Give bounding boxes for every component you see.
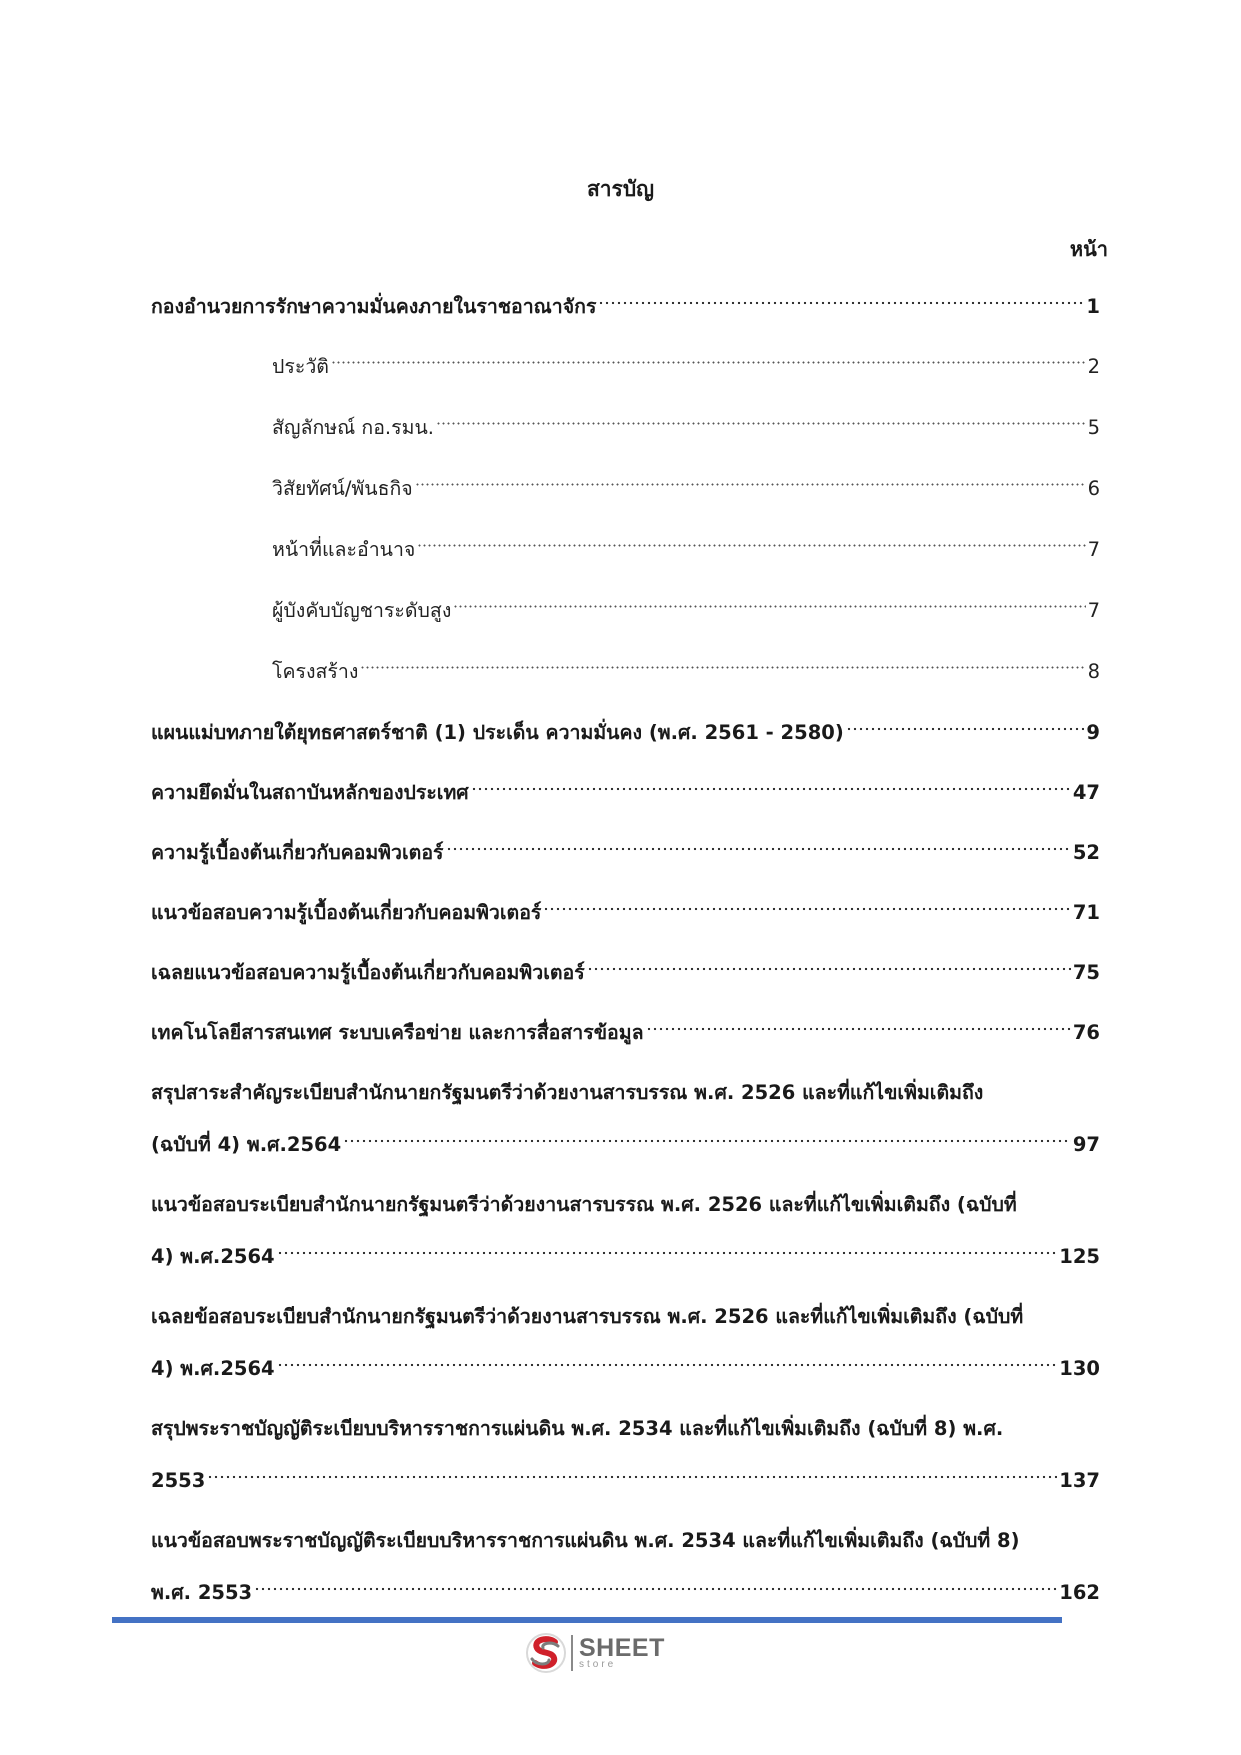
- sheet-store-logo-icon: [525, 1632, 567, 1674]
- page-title: สารบัญ: [586, 177, 655, 201]
- toc-entry-title: 4) พ.ศ.2564: [151, 1245, 275, 1268]
- toc-page-number: 76: [1072, 1021, 1100, 1044]
- toc-subentry: [151, 352, 1100, 382]
- toc-entry-title: เทคโนโลยีสารสนเทศ ระบบเครือข่าย และการสื่อสารข้อมูล: [151, 1021, 644, 1044]
- toc-entry: [151, 1018, 1100, 1048]
- toc-subentry: [151, 413, 1100, 443]
- toc-page-number: 47: [1072, 781, 1100, 804]
- dot-leader: [415, 480, 1086, 490]
- toc-page-number: 6: [1087, 477, 1100, 500]
- toc-entry-title-line: สรุปสาระสำคัญระเบียบสำนักนายกรัฐมนตรีว่าด้วยงานสารบรรณ พ.ศ. 2526 และที่แก้ไขเพิ่มเติมถึง: [151, 1081, 984, 1104]
- footer-rule: [112, 1617, 1062, 1623]
- dot-leader: [360, 663, 1085, 673]
- dot-leader: [446, 844, 1071, 854]
- toc-entry: [151, 1078, 1100, 1160]
- toc-entry-title: แนวข้อสอบความรู้เบื้องต้นเกี่ยวกับคอมพิวเตอร์: [151, 901, 542, 924]
- toc-entry: [151, 958, 1100, 988]
- logo-wordmark: SHEET: [579, 1634, 665, 1662]
- toc-entry: [151, 718, 1100, 748]
- toc-entry-title: ความรู้เบื้องต้นเกี่ยวกับคอมพิวเตอร์: [151, 841, 444, 864]
- toc-entry-title: สัญลักษณ์ กอ.รมน.: [272, 416, 434, 439]
- toc-entry: [151, 778, 1100, 808]
- toc-entry: [151, 1414, 1100, 1496]
- toc-page-number: 7: [1087, 538, 1100, 561]
- toc-page-number: 52: [1072, 841, 1100, 864]
- dot-leader: [277, 1248, 1058, 1258]
- toc-subentry: [151, 657, 1100, 687]
- toc-entry-title-line: เฉลยข้อสอบระเบียบสำนักนายกรัฐมนตรีว่าด้วยงานสารบรรณ พ.ศ. 2526 และที่แก้ไขเพิ่มเติมถึง (ฉบับที่: [151, 1305, 1024, 1328]
- table-of-contents: [151, 292, 1100, 1638]
- toc-entry-title: กองอำนวยการรักษาความมั่นคงภายในราชอาณาจักร: [151, 295, 597, 318]
- toc-entry: [151, 898, 1100, 928]
- dot-leader: [207, 1472, 1057, 1482]
- toc-page-number: 75: [1072, 961, 1100, 984]
- dot-leader: [331, 358, 1086, 368]
- toc-page-number: 97: [1072, 1133, 1100, 1156]
- toc-entry: [151, 1302, 1100, 1384]
- toc-entry-title: ประวัติ: [272, 355, 329, 378]
- toc-entry-title: 4) พ.ศ.2564: [151, 1357, 275, 1380]
- toc-entry-title: โครงสร้าง: [272, 660, 359, 683]
- page-column-header: หน้า: [1069, 237, 1108, 261]
- logo-subtext: store: [579, 1659, 617, 1670]
- toc-entry-title-line: แนวข้อสอบพระราชบัญญัติระเบียบบริหารราชการแผ่นดิน พ.ศ. 2534 และที่แก้ไขเพิ่มเติมถึง (ฉบับที่ 8): [151, 1529, 1020, 1552]
- toc-subentry: [151, 596, 1100, 626]
- toc-page-number: 130: [1059, 1357, 1100, 1380]
- toc-page-number: 8: [1087, 660, 1100, 683]
- toc-entry-title: ผู้บังคับบัญชาระดับสูง: [272, 599, 452, 622]
- dot-leader: [646, 1024, 1071, 1034]
- dot-leader: [277, 1360, 1058, 1370]
- toc-entry: [151, 1526, 1100, 1608]
- toc-entry-title: หน้าที่และอำนาจ: [272, 538, 416, 561]
- toc-entry-title: ความยึดมั่นในสถาบันหลักของประเทศ: [151, 781, 469, 804]
- dot-leader: [846, 724, 1085, 734]
- toc-entry-title: พ.ศ. 2553: [151, 1581, 253, 1604]
- toc-page-number: 1: [1086, 295, 1100, 318]
- toc-entry-title: 2553: [151, 1469, 206, 1492]
- toc-subentry: [151, 474, 1100, 504]
- toc-entry: [151, 292, 1100, 322]
- toc-entry: [151, 838, 1100, 868]
- toc-page-number: 5: [1087, 416, 1100, 439]
- dot-leader: [598, 298, 1084, 308]
- dot-leader: [587, 964, 1071, 974]
- toc-entry-title: วิสัยทัศน์/พันธกิจ: [272, 477, 413, 500]
- toc-page-number: 7: [1087, 599, 1100, 622]
- toc-page-number: 2: [1087, 355, 1100, 378]
- toc-page-number: 137: [1059, 1469, 1100, 1492]
- toc-entry: [151, 1190, 1100, 1272]
- toc-subentry: [151, 535, 1100, 565]
- toc-entry-title-line: แนวข้อสอบระเบียบสำนักนายกรัฐมนตรีว่าด้วยงานสารบรรณ พ.ศ. 2526 และที่แก้ไขเพิ่มเติมถึง (ฉบับที่: [151, 1193, 1017, 1216]
- footer-logo: [525, 1631, 685, 1675]
- logo-divider: [571, 1635, 573, 1671]
- toc-entry-title-line: สรุปพระราชบัญญัติระเบียบบริหารราชการแผ่นดิน พ.ศ. 2534 และที่แก้ไขเพิ่มเติมถึง (ฉบับที่ 8) พ.ศ.: [151, 1417, 1004, 1440]
- toc-page-number: 162: [1059, 1581, 1100, 1604]
- dot-leader: [417, 541, 1085, 551]
- dot-leader: [471, 784, 1071, 794]
- toc-page-number: 9: [1086, 721, 1100, 744]
- dot-leader: [254, 1584, 1057, 1594]
- toc-entry-title: (ฉบับที่ 4) พ.ศ.2564: [151, 1133, 342, 1156]
- dot-leader: [543, 904, 1070, 914]
- dot-leader: [343, 1136, 1071, 1146]
- dot-leader: [436, 419, 1086, 429]
- toc-entry-title: แผนแม่บทภายใต้ยุทธศาสตร์ชาติ (1) ประเด็น ความมั่นคง (พ.ศ. 2561 - 2580): [151, 721, 844, 744]
- dot-leader: [453, 602, 1085, 612]
- toc-page-number: 125: [1059, 1245, 1100, 1268]
- toc-entry-title: เฉลยแนวข้อสอบความรู้เบื้องต้นเกี่ยวกับคอมพิวเตอร์: [151, 961, 585, 984]
- toc-page-number: 71: [1072, 901, 1100, 924]
